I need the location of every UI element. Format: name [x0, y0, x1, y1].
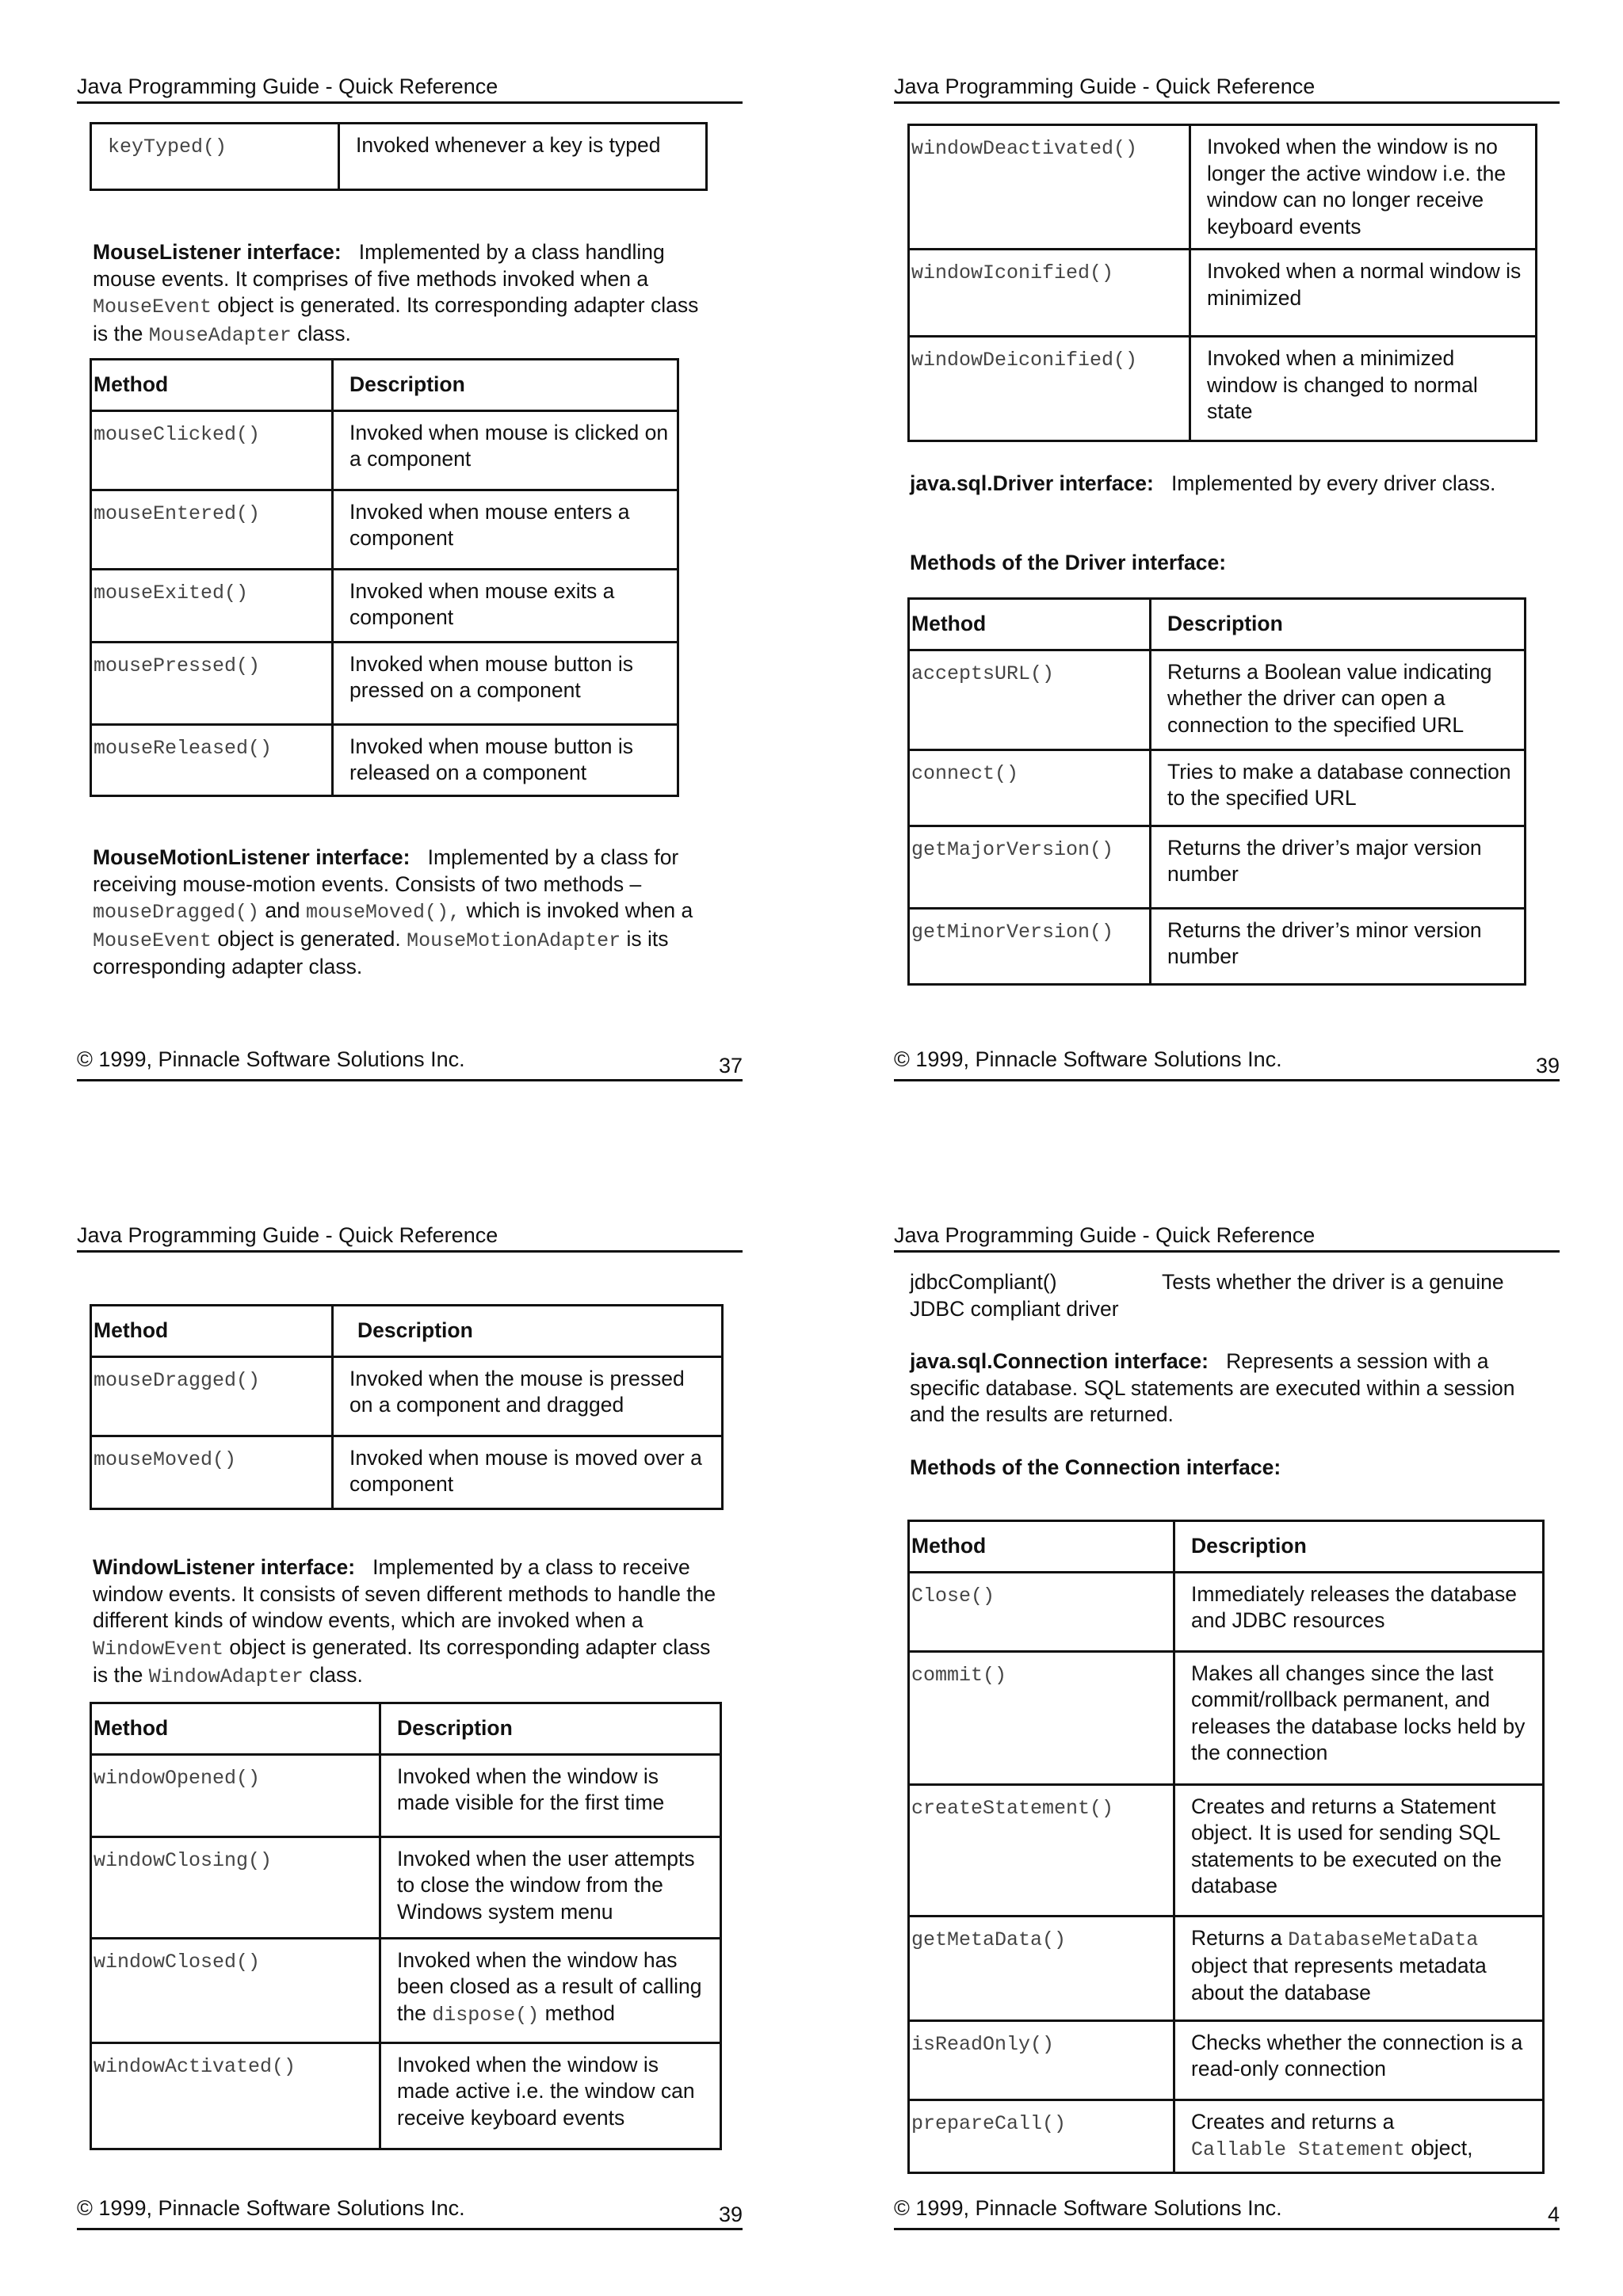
desc-text: object,: [1411, 2136, 1473, 2160]
method-name: prepareCall(): [911, 2111, 1067, 2135]
window-methods-table-cont: [907, 124, 1537, 442]
table-header-row: [909, 599, 1526, 650]
method-name: commit(): [911, 1663, 1007, 1687]
table-row: [91, 642, 678, 724]
column-header-method: Method: [909, 599, 1151, 650]
method-name: connect(): [911, 761, 1019, 785]
paragraph-text: class.: [297, 321, 351, 345]
table-row: [909, 650, 1526, 749]
column-header-method: Method: [91, 1703, 380, 1755]
desc-text: Creates and returns a: [1191, 2109, 1395, 2134]
table-row: [91, 1436, 723, 1508]
key-table: [90, 122, 708, 191]
page-39-top: [894, 73, 1560, 1087]
column-header-method: Method: [91, 360, 333, 411]
section-title: MouseMotionListener interface:: [93, 845, 411, 869]
table-header-row: [91, 1306, 723, 1357]
method-name: getMajorVersion(): [911, 837, 1114, 861]
table-row: [91, 124, 707, 190]
table-row: [909, 749, 1526, 826]
method-name: Close(): [911, 1584, 995, 1608]
method-desc: Invoked when the window is made active i.e. the window can receive keyboard events: [380, 2042, 721, 2149]
page-footer: [894, 2195, 1560, 2230]
inline-code: MouseMotionAdapter: [407, 929, 621, 952]
inline-code: dispose(): [432, 2003, 540, 2027]
method-desc: [1174, 2100, 1544, 2172]
column-header-description: Description: [333, 360, 678, 411]
methods-heading: [910, 1455, 1528, 1482]
method-name: getMinorVersion(): [911, 920, 1114, 944]
method-name: isReadOnly(): [911, 2032, 1055, 2056]
page-number: 37: [718, 1054, 743, 1077]
method-name: createStatement(): [911, 1796, 1114, 1820]
inline-code: mouseMoved(),: [306, 901, 461, 924]
column-header-description: Description: [380, 1703, 721, 1755]
section-title: WindowListener interface:: [93, 1555, 356, 1579]
table-row: [91, 1754, 721, 1836]
method-desc: Invoked when the window is made visible for the first time: [380, 1754, 721, 1836]
column-header-description: Description: [1151, 599, 1526, 650]
column-header-description: Description: [1174, 1521, 1544, 1573]
driver-paragraph: [910, 471, 1528, 498]
motion-methods-table: [90, 1304, 724, 1510]
paragraph-text: object is generated. Its corresponding adapter class is the: [93, 293, 699, 345]
method-desc: Invoked when a normal window is minimized: [1190, 250, 1537, 337]
method-name: windowClosed(): [94, 1950, 261, 1974]
paragraph-text: which is invoked when a: [466, 898, 693, 922]
table-header-row: [91, 1703, 721, 1755]
copyright-text: © 1999, Pinnacle Software Solutions Inc.: [77, 2196, 465, 2220]
page-header: Java Programming Guide - Quick Reference: [894, 1222, 1560, 1253]
paragraph-text: Implemented by a class handling mouse events. It comprises of five methods invoked when a: [93, 240, 665, 291]
method-name: windowClosing(): [94, 1848, 273, 1872]
method-desc: Makes all changes since the last commit/rollback permanent, and releases the database locks held by the connection: [1174, 1651, 1544, 1784]
copyright-text: © 1999, Pinnacle Software Solutions Inc.: [77, 1047, 465, 1071]
method-name: windowDeactivated(): [911, 137, 1138, 160]
paragraph-text: Implemented by every driver class.: [1170, 471, 1496, 495]
driver-methods-table: [907, 597, 1526, 986]
method-desc: Invoked when the mouse is pressed on a component and dragged: [333, 1356, 723, 1436]
table-row: [91, 1836, 721, 1938]
method-desc: Invoked when the user attempts to close the window from the Windows system menu: [380, 1836, 721, 1938]
section-title: java.sql.Connection interface:: [910, 1349, 1209, 1373]
paragraph-text: Implemented by a class for receiving mouse-motion events. Consists of two methods –: [93, 845, 679, 896]
section-title: MouseListener interface:: [93, 240, 342, 264]
page-37: [77, 73, 743, 1087]
inline-code: MouseEvent: [93, 929, 212, 952]
table-row: [909, 1916, 1544, 2020]
page-39-bottom: [77, 1222, 743, 2252]
table-row: [91, 724, 678, 795]
method-desc: Invoked when a minimized window is changed to normal state: [1190, 337, 1537, 441]
method-desc: Tests whether the driver is a genuine: [1162, 1270, 1504, 1294]
connection-methods-table: [907, 1520, 1545, 2174]
table-header-row: [909, 1521, 1544, 1573]
method-name: windowOpened(): [94, 1766, 261, 1790]
method-name: mouseExited(): [94, 581, 249, 605]
table-row: [909, 250, 1537, 337]
method-desc-cont: JDBC compliant driver: [910, 1296, 1119, 1321]
methods-heading: [910, 550, 1528, 577]
method-desc: Invoked when mouse exits a component: [333, 569, 678, 642]
method-desc: Returns a Boolean value indicating whether the driver can open a connection to the specified URL: [1151, 650, 1526, 749]
paragraph-text: object is generated.: [217, 926, 401, 951]
table-row: [91, 569, 678, 642]
copyright-text: © 1999, Pinnacle Software Solutions Inc.: [894, 2196, 1282, 2220]
connection-paragraph: [910, 1348, 1544, 1428]
method-desc: Checks whether the connection is a read-only connection: [1174, 2020, 1544, 2100]
section-title: java.sql.Driver interface:: [910, 471, 1154, 495]
method-name: getMetaData(): [911, 1928, 1067, 1951]
column-header-method: Method: [909, 1521, 1174, 1573]
method-desc: [380, 1938, 721, 2042]
windowlistener-paragraph: [93, 1554, 727, 1691]
method-name: acceptsURL(): [911, 662, 1055, 685]
table-header-row: [91, 360, 678, 411]
paragraph-text: object is generated. Its corresponding adapter class is the: [93, 1634, 711, 1687]
table-row: [909, 337, 1537, 441]
table-row: [909, 125, 1537, 250]
inline-code: Callable Statement: [1191, 2138, 1406, 2161]
method-name: mouseEntered(): [94, 502, 261, 525]
table-row: [909, 908, 1526, 984]
column-header-method: Method: [91, 1306, 333, 1357]
page-number: 39: [718, 2203, 743, 2226]
inline-code: WindowAdapter: [148, 1665, 304, 1688]
method-name: jdbcCompliant(): [910, 1270, 1057, 1294]
method-desc: Invoked whenever a key is typed: [339, 124, 707, 190]
inline-code: MouseEvent: [93, 296, 212, 318]
column-header-description: Description: [333, 1306, 723, 1357]
jdbc-compliant-row: [910, 1269, 1544, 1322]
table-row: [91, 1356, 723, 1436]
mouselistener-paragraph: [93, 239, 711, 349]
table-row: [909, 1784, 1544, 1916]
page-header: Java Programming Guide - Quick Reference: [894, 73, 1560, 104]
page-number: 4: [1547, 2203, 1560, 2226]
mousemotionlistener-paragraph: [93, 845, 719, 981]
page-footer: [77, 2195, 743, 2230]
section-heading: Methods of the Driver interface:: [910, 551, 1227, 574]
table-row: [909, 2020, 1544, 2100]
paragraph-text: Implemented by a class to receive window events. It consists of seven different methods to handle the different kinds of window events, which are invoked when a: [93, 1555, 716, 1632]
method-name: mousePressed(): [94, 654, 261, 677]
paragraph-text: class.: [309, 1663, 363, 1687]
method-desc: Tries to make a database connection to the specified URL: [1151, 749, 1526, 826]
table-row: [91, 1938, 721, 2042]
method-desc: Returns the driver’s minor version number: [1151, 908, 1526, 984]
inline-code: WindowEvent: [93, 1637, 224, 1661]
inline-code: DatabaseMetaData: [1288, 1928, 1479, 1951]
page-footer: [77, 1046, 743, 1081]
table-row: [909, 1572, 1544, 1651]
paragraph-text: and: [265, 898, 300, 922]
method-desc: Invoked when the window is no longer the active window i.e. the window can no longer receive keyboard events: [1190, 125, 1537, 250]
paragraph-text: Represents a session with a specific database. SQL statements are executed within a session and the results are returned.: [910, 1349, 1515, 1426]
method-name: mouseMoved(): [94, 1447, 237, 1471]
window-methods-table: [90, 1702, 722, 2150]
method-desc: Creates and returns a Statement object. It is used for sending SQL statements to be executed on the database: [1174, 1784, 1544, 1916]
mouse-methods-table: [90, 358, 679, 797]
method-desc: Invoked when mouse button is released on a component: [333, 724, 678, 795]
method-desc: Invoked when mouse button is pressed on a component: [333, 642, 678, 724]
inline-code: MouseAdapter: [148, 323, 292, 347]
table-row: [91, 410, 678, 490]
method-name: mouseReleased(): [94, 736, 273, 760]
method-name: mouseDragged(): [94, 1368, 261, 1392]
inline-code: mouseDragged(): [93, 901, 260, 924]
method-name: mouseClicked(): [94, 422, 261, 446]
page-footer: [894, 1046, 1560, 1081]
method-name: windowActivated(): [94, 2054, 296, 2078]
desc-text: Invoked when the window has been closed as a result of calling the: [397, 1947, 702, 2025]
page-number: 39: [1535, 1054, 1560, 1077]
method-name: windowIconified(): [911, 261, 1114, 284]
desc-text: Returns a: [1191, 1925, 1282, 1950]
method-name: windowDeiconified(): [911, 349, 1138, 372]
page-4: [894, 1222, 1560, 2252]
method-desc: Returns the driver’s major version number: [1151, 826, 1526, 908]
method-desc: Immediately releases the database and JDBC resources: [1174, 1572, 1544, 1651]
table-row: [91, 2042, 721, 2149]
table-row: [909, 826, 1526, 908]
page-header: Java Programming Guide - Quick Reference: [77, 73, 743, 104]
table-row: [91, 490, 678, 569]
desc-text: method: [544, 2000, 616, 2025]
method-desc: [1174, 1916, 1544, 2020]
table-row: [909, 2100, 1544, 2172]
section-heading: Methods of the Connection interface:: [910, 1455, 1281, 1479]
paragraph-text: is its corresponding adapter class.: [93, 926, 669, 978]
method-desc: Invoked when mouse is clicked on a component: [333, 410, 678, 490]
method-name: keyTyped(): [108, 135, 227, 158]
table-row: [909, 1651, 1544, 1784]
method-desc: Invoked when mouse enters a component: [333, 490, 678, 569]
desc-text: object that represents metadata about the database: [1191, 1954, 1487, 2004]
copyright-text: © 1999, Pinnacle Software Solutions Inc.: [894, 1047, 1282, 1071]
page-header: Java Programming Guide - Quick Reference: [77, 1222, 743, 1253]
method-desc: Invoked when mouse is moved over a component: [333, 1436, 723, 1508]
